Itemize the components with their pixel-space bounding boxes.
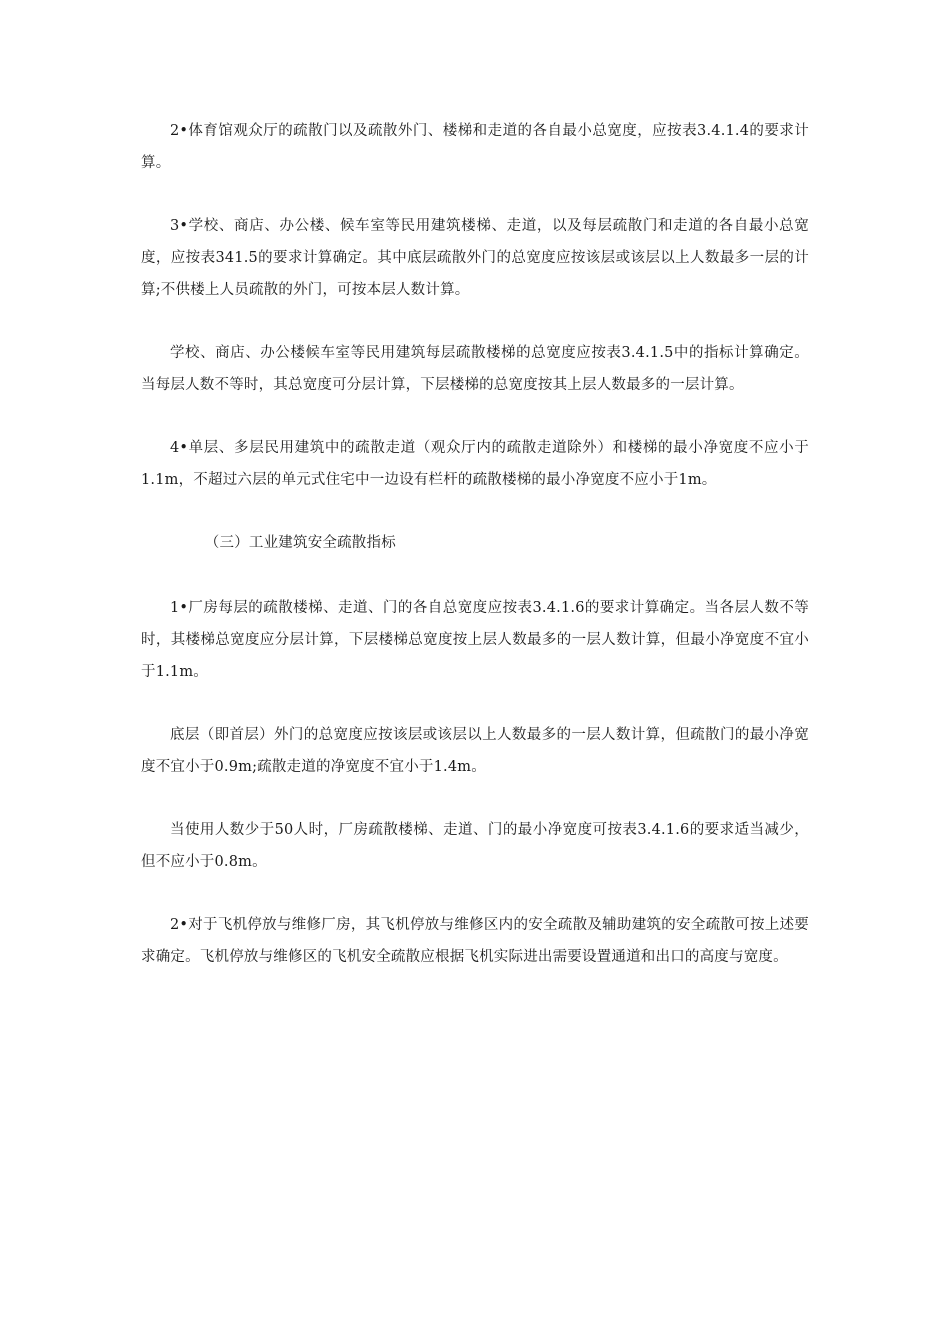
paragraph-gym-exit-width: 2•体育馆观众厅的疏散门以及疏散外门、楼梯和走道的各自最小总宽度，应按表3.4.1.4的要求计算。 <box>141 123 809 171</box>
paragraph-min-net-width: 4•单层、多层民用建筑中的疏散走道（观众厅内的疏散走道除外）和楼梯的最小净宽度不应小于1.1m，不超过六层的单元式住宅中一边设有栏杆的疏散楼梯的最小净宽度不应小于1m。 <box>141 440 809 488</box>
paragraph-ground-floor-exit: 底层（即首层）外门的总宽度应按该层或该层以上人数最多的一层人数计算，但疏散门的最小净宽度不宜小于0.9m;疏散走道的净宽度不宜小于1.4m。 <box>141 727 809 775</box>
section-heading-industrial: （三）工业建筑安全疏散指标 <box>204 535 396 551</box>
paragraph-stair-total-width: 学校、商店、办公楼候车室等民用建筑每层疏散楼梯的总宽度应按表3.4.1.5中的指标计算确定。当每层人数不等时，其总宽度可分层计算，下层楼梯的总宽度按其上层人数最多的一层计算。 <box>141 345 809 393</box>
paragraph-small-occupancy: 当使用人数少于50人时，厂房疏散楼梯、走道、门的最小净宽度可按表3.4.1.6的要求适当减少，但不应小于0.8m。 <box>141 822 809 870</box>
paragraph-factory-stair-width: 1•厂房每层的疏散楼梯、走道、门的各自总宽度应按表3.4.1.6的要求计算确定。当各层人数不等时，其楼梯总宽度应分层计算，下层楼梯总宽度按上层人数最多的一层人数计算，但最小净宽度不宜小于1.1m。 <box>141 600 809 680</box>
document-body <box>141 115 809 1004</box>
paragraph-aircraft-hangar: 2•对于飞机停放与维修厂房，其飞机停放与维修区内的安全疏散及辅助建筑的安全疏散可按上述要求确定。飞机停放与维修区的飞机安全疏散应根据飞机实际进出需要设置通道和出口的高度与宽度。 <box>141 917 809 965</box>
paragraph-civil-building-width: 3•学校、商店、办公楼、候车室等民用建筑楼梯、走道，以及每层疏散门和走道的各自最小总宽度，应按表341.5的要求计算确定。其中底层疏散外门的总宽度应按该层或该层以上人数最多一层的计算;不供楼上人员疏散的外门，可按本层人数计算。 <box>141 218 809 298</box>
